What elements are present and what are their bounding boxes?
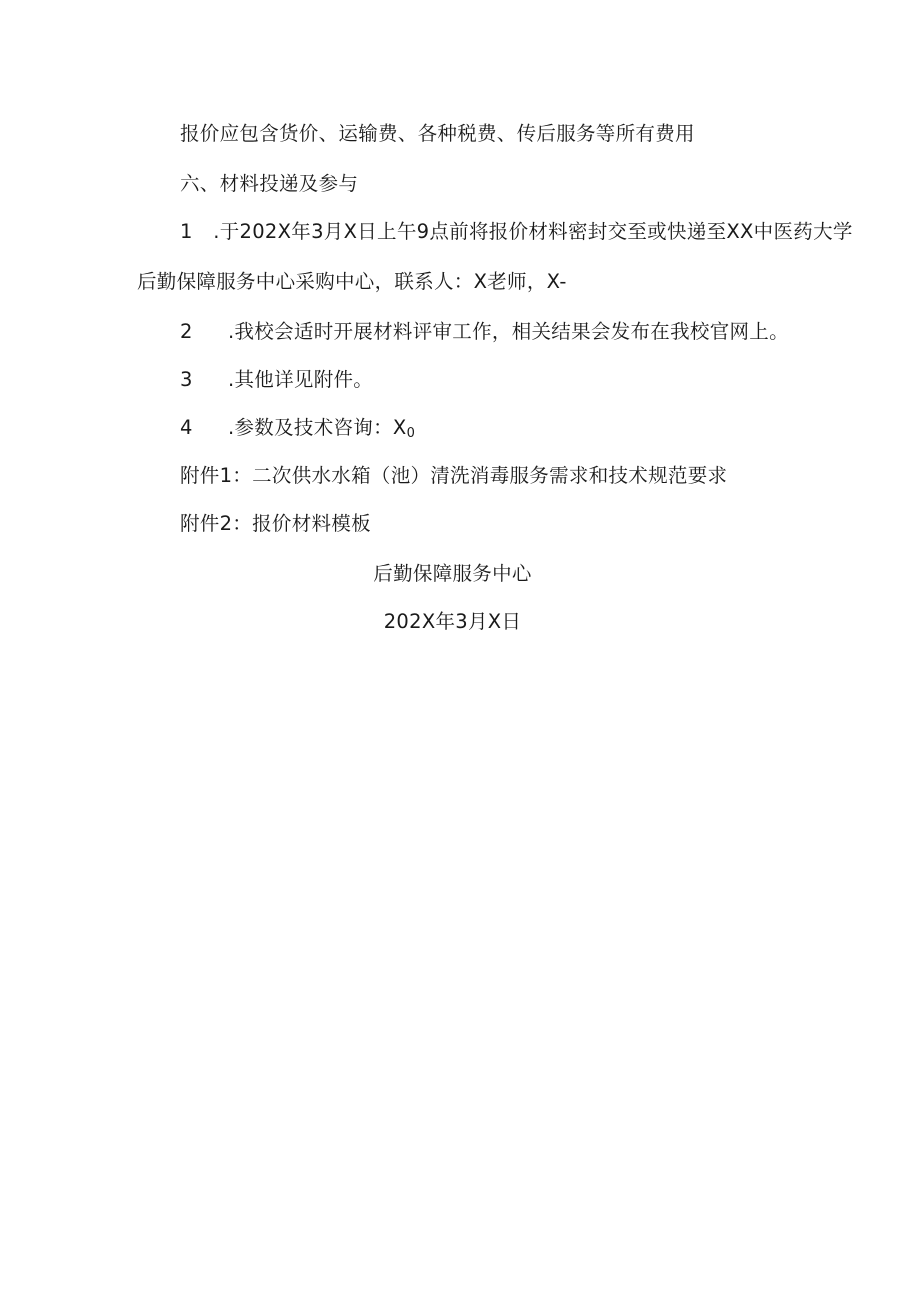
item-3 bbox=[180, 367, 374, 393]
item-1-continuation: 后勤保障服务中心采购中心，联系人：X老师，X- bbox=[137, 270, 567, 293]
item-4-subscript: 0 bbox=[406, 426, 416, 441]
signature-organization: 后勤保障服务中心 bbox=[373, 562, 532, 585]
price-note: 报价应包含货价、运输费、各种税费、传后服务等所有费用 bbox=[180, 122, 695, 145]
item-2-text: .我校会适时开展材料评审工作，相关结果会发布在我校官网上。 bbox=[228, 320, 789, 343]
item-3-number: 3 bbox=[180, 368, 193, 391]
item-4 bbox=[180, 415, 416, 441]
item-1-text: .于202X年3月X日上午9点前将报价材料密封交至或快递至XX中医药大学 bbox=[213, 220, 853, 243]
section-heading: 六、材料投递及参与 bbox=[180, 172, 359, 195]
item-3-text: .其他详见附件。 bbox=[228, 368, 374, 391]
item-1-number: 1 bbox=[180, 220, 193, 243]
item-4-text: .参数及技术咨询：X bbox=[228, 416, 407, 439]
attachment-1: 附件1：二次供水水箱（池）清洗消毒服务需求和技术规范要求 bbox=[180, 464, 728, 487]
item-1 bbox=[180, 219, 853, 245]
signature-date: 202X年3月X日 bbox=[383, 610, 522, 633]
attachment-2: 附件2：报价材料模板 bbox=[180, 512, 371, 535]
item-2-number: 2 bbox=[180, 320, 193, 343]
item-4-number: 4 bbox=[180, 416, 193, 439]
item-2 bbox=[180, 319, 789, 345]
